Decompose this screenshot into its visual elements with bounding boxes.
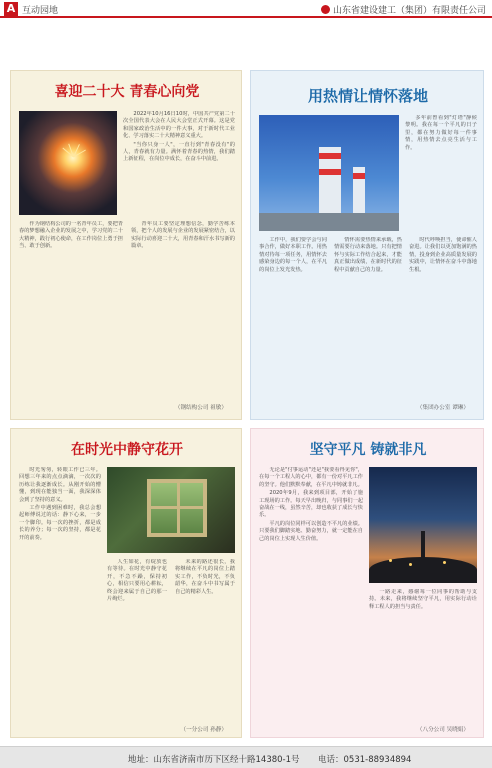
article-byline-4: （八分公司 吴晓娟） [416,727,469,733]
paragraph: 一路走来，感谢每一位同事的帮助与支持。未来，我将继续坚守平凡，用实际行动诠释工程人的担当与责任。 [369,589,477,610]
light-dot [389,559,392,562]
window-bar [147,506,207,509]
article-body-4-right [369,589,477,717]
company-logo-icon [321,5,330,14]
article-title-3: 在时光中静守花开 [71,442,183,458]
masthead [321,3,486,16]
article-panel-4 [250,428,484,738]
section-label: 互动园地 [22,6,59,16]
paragraph: 2020年9月，我来到项目部，开始了施工现场的工作。每天早出晚归，与同事们一起奋战在一线，虽然辛苦，却也收获了成长与快乐。 [259,490,363,519]
footer-phone: 电话：0531-88934894 [318,755,412,765]
paragraph: 未来的路还很长，我将继续在平凡的岗位上踏实工作，不负时光，不负韶华，在奋斗中书写属于自己的精彩人生。 [175,559,235,595]
dusk-photo [369,467,477,583]
paragraph: 时代呼唤担当，使命催人奋进。让我们以更加饱满的热情，投身到企业高质量发展的实践中，让情怀在奋斗中落地生根。 [409,237,477,273]
window-photo [107,467,235,553]
article-body-4-left [259,467,363,729]
article-title-4: 坚守平凡 铸就非凡 [309,442,427,458]
paragraph: 工作中遇到困难时，我总会想起师傅说过的话：静下心来，一步一个脚印。每一次的挫折，都是成长的养分；每一次的坚持，都是花开的前奏。 [19,505,101,541]
paragraph: 情怀需要热情来承载，热情需要行动来落地。只有把情怀与实际工作结合起来，才能真正做出成绩，在新时代的征程中贡献自己的力量。 [334,237,402,273]
article-body-1 [19,221,235,397]
building-shape [259,213,399,231]
paragraph: 多年前曾看到"灯塔"静候黎明。我在每一个平凡的日子里，都在努力做好每一件事情，用热情去点亮生活与工作。 [405,115,477,151]
masthead-text: 山东省建设建工（集团）有限责任公司 [332,6,486,16]
footer-address: 地址：山东省济南市历下区经十路14380-1号 [128,755,300,765]
paragraph: 时光匆匆，转眼工作已三年。回想三年来的点点滴滴，一次次的历练让我逐渐成长。从刚开始的懵懂，到现在能独当一面，我深深体会到了坚持的意义。 [19,467,101,503]
welding-photo [19,111,117,215]
article-byline-3: （一分公司 孙静） [180,727,227,733]
article-body-3 [107,559,235,719]
tower-shape [421,531,425,561]
chimney-stripe [353,173,365,179]
chimney-stripe [319,153,341,159]
light-dot [443,561,446,564]
chimney-photo [259,115,399,231]
paragraph: 2022年10月16日10时，中国共产党第二十次全国代表大会在人民大会堂正式开幕。这是党和国家政治生活中的一件大事，对于新时代工业化、学习落实二十大精神意义重大。 [123,111,235,140]
page-header [0,0,492,18]
page-footer [0,746,492,768]
article-body-2 [259,237,477,397]
article-title-1: 喜迎二十大 青春心向党 [54,84,200,100]
article-body-2-right [405,115,477,231]
paragraph: 作为钢结构公司的一名青年员工，要把青春的梦想融入企业的发展之中，学习党的二十大精神，践行初心使命，在工作岗位上勇于担当、敢于创新。 [19,221,123,250]
paragraph: 人生如花，有绽放也有等待。在时光中静守花开，不急不躁，保持初心，相信只要用心耕耘，终会迎来属于自己的那一片绚烂。 [107,559,167,603]
article-title-2: 用热情让情怀落地 [307,87,428,105]
article-byline-2: （集团办公室 谭琳） [416,405,469,411]
chimney-stripe [319,169,341,175]
page-badge: A [4,2,18,16]
paragraph: 青年员工要坚定理想信念，勤学苦练本领，把个人的发展与企业的发展紧密结合，以实际行动喜迎二十大，用青春和汗水书写新的篇章。 [131,221,235,250]
light-dot [409,563,412,566]
article-panel-2 [250,70,484,420]
paragraph: 无论是"付事运动"还是"我要看得见你"，在每一个工程人的心中，都有一份对平凡工作的坚守。他们默默奉献，在平凡中铸就非凡。 [259,467,363,488]
paragraph: 工作中，我们要学会与同事合作，做好本职工作。用热情对待每一项任务，用情怀去感染身边的每一个人，在平凡的岗位上发光发热。 [259,237,327,273]
article-body-1-right [123,111,235,215]
article-body-3-left [19,467,101,729]
paragraph: 平凡的岗位同样可以创造不平凡的业绩。只要我们脚踏实地、勤奋努力，就一定能在自己的岗位上实现人生价值。 [259,520,363,542]
paragraph: "当你只身一人"，一直行到"青春没有"的人，青春就有力量。满怀着青春的热情，我们踏上新征程，在岗位中成长，在奋斗中前进。 [123,141,235,163]
article-panel-3 [10,428,242,738]
article-panel-1 [10,70,242,420]
article-byline-1: （钢结构公司 祖敏） [174,405,227,411]
